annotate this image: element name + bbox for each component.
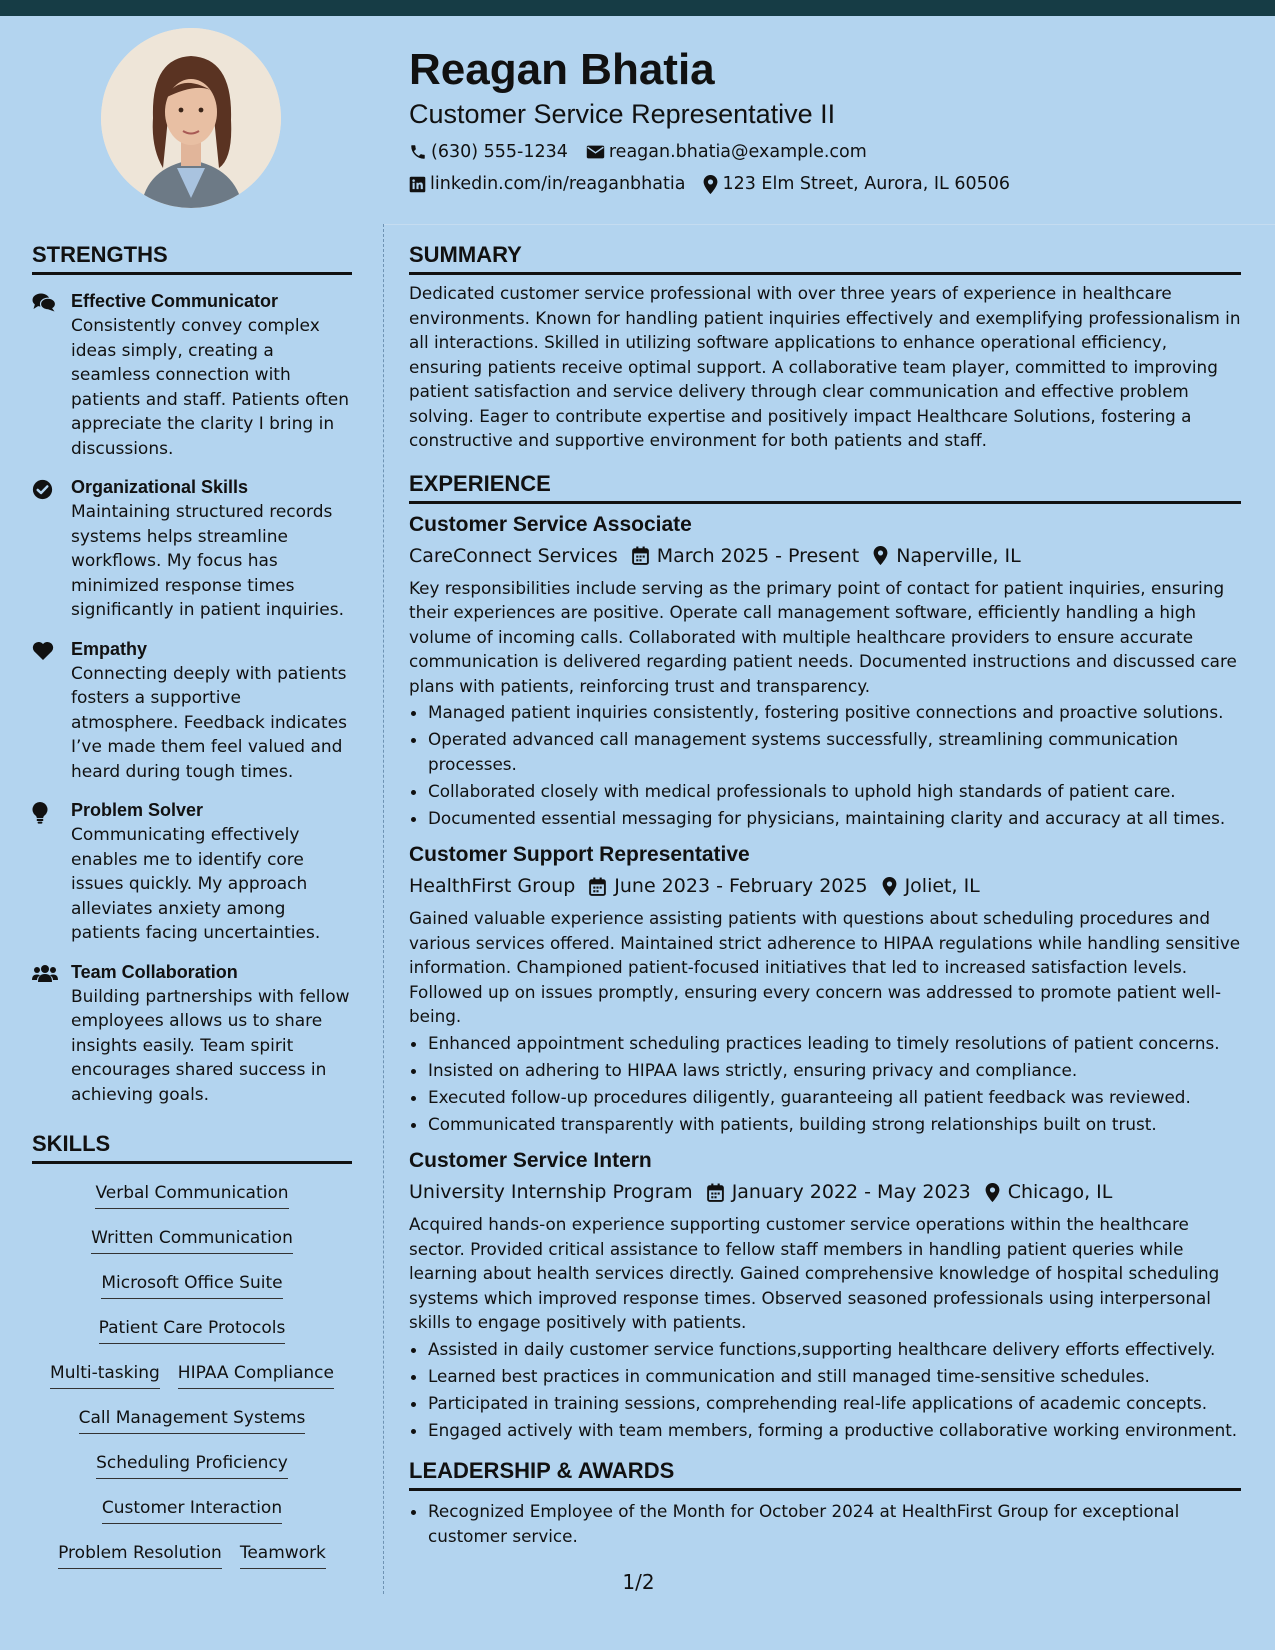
left-column	[32, 240, 352, 1585]
job-entry	[409, 1146, 1241, 1442]
list-item: • Insisted on adhering to HIPAA laws strictly, ensuring privacy and compliance.	[428, 1058, 1241, 1083]
map-pin-icon	[882, 877, 897, 896]
job-description: Acquired hands-on experience supporting customer service operations within the healthcare sector. Provided critical assistance to fellow staff members in handling patient queries while learning about health services directly. Gained comprehensive knowledge of hospital scheduling systems which improved response times. Observed seasoned professionals using interpersonal skills to engage positively with patients.	[409, 1214, 1220, 1332]
resume-header	[409, 42, 1249, 200]
list-item: • Documented essential messaging for physicians, maintaining clarity and accuracy at all times.	[428, 806, 1241, 831]
list-item: • Communicated transparently with patients, building strong relationships built on trust.	[428, 1112, 1241, 1137]
leadership-heading: LEADERSHIP & AWARDS	[409, 1456, 1241, 1491]
company-name: CareConnect Services	[409, 544, 618, 567]
company-name: HealthFirst Group	[409, 875, 576, 897]
company-name: University Internship Program	[409, 1181, 693, 1203]
check-circle-icon	[32, 479, 53, 500]
list-item: • Enhanced appointment scheduling practices leading to timely resolutions of patient concerns.	[428, 1031, 1241, 1056]
skill-tag: Verbal Communication	[95, 1180, 288, 1209]
job-title: Customer Support Representative	[409, 843, 750, 866]
job-entry	[409, 840, 1241, 1136]
strength-item	[32, 475, 352, 623]
strength-title: Empathy	[71, 638, 148, 659]
linkedin-text: linkedin.com/in/reaganbhatia	[430, 174, 686, 194]
strength-title: Problem Solver	[71, 800, 204, 820]
job-meta	[409, 1176, 1241, 1208]
skill-tag: Teamwork	[240, 1540, 326, 1569]
email-item	[586, 136, 867, 168]
calendar-icon	[707, 1183, 724, 1202]
strength-text: Communicating effectively enables me to identify core issues quickly. My approach alleviates anxiety among patients facing uncertainties.	[71, 825, 321, 943]
phone-text: (630) 555-1234	[431, 142, 568, 162]
experience-heading: EXPERIENCE	[409, 469, 1241, 504]
phone-icon	[409, 143, 427, 161]
envelope-icon	[586, 144, 605, 160]
job-meta	[409, 870, 1241, 902]
address-text: 123 Elm Street, Aurora, IL 60506	[722, 174, 1010, 194]
job-bullets	[409, 1337, 1241, 1443]
job-title: Customer Service Associate	[409, 512, 692, 536]
job-location: Chicago, IL	[1007, 1181, 1113, 1203]
skill-tag: Customer Interaction	[102, 1495, 282, 1524]
leadership-bullets	[409, 1499, 1241, 1548]
list-item: • Engaged actively with team members, forming a productive collaborative working environment.	[428, 1418, 1241, 1443]
strength-item	[32, 960, 352, 1108]
contact-row-1	[409, 136, 1249, 168]
header-rule	[384, 224, 1275, 225]
list-item: • Collaborated closely with medical professionals to uphold high standards of patient care.	[428, 779, 1241, 804]
email-text: reagan.bhatia@example.com	[608, 142, 867, 162]
job-entry	[409, 510, 1241, 831]
heart-icon	[32, 641, 54, 660]
strength-title: Effective Communicator	[71, 291, 279, 311]
list-item: • Managed patient inquiries consistently, fostering positive connections and proactive solutions.	[428, 700, 1241, 725]
job-description: Gained valuable experience assisting patients with questions about scheduling procedures and various services offered. Maintained strict adherence to HIPAA regulations while handling sensitive information. Championed patient-focused initiatives that led to increased satisfaction levels. Followed up on issues promptly, ensuring every concern was addressed to promote patient well-being.	[409, 908, 1241, 1026]
column-divider	[383, 224, 384, 1594]
skill-tag: Microsoft Office Suite	[101, 1270, 282, 1299]
map-pin-icon	[985, 1183, 1000, 1202]
candidate-name: Reagan Bhatia	[409, 45, 715, 94]
strength-text: Building partnerships with fellow employees allows us to share insights easily. Team spirit encourages shared success in achieving goals.	[71, 986, 350, 1105]
address-item	[703, 168, 1010, 200]
job-dates: June 2023 - February 2025	[614, 875, 868, 897]
top-bar	[0, 0, 1275, 16]
calendar-icon	[589, 877, 606, 896]
list-item: • Operated advanced call management systems successfully, streamlining communication processes.	[428, 727, 1241, 776]
lightbulb-icon	[32, 802, 48, 824]
candidate-title: Customer Service Representative II	[409, 99, 836, 129]
strength-text: Consistently convey complex ideas simply, creating a seamless connection with patients and staff. Patients often appreciate the clarity I bring in discussions.	[71, 316, 350, 459]
profile-photo	[101, 28, 281, 208]
job-location: Joliet, IL	[904, 875, 980, 897]
strength-text: Connecting deeply with patients fosters a supportive atmosphere. Feedback indicates I’ve made them feel valued and heard during tough times.	[71, 663, 347, 782]
list-item: • Participated in training sessions, comprehending real-life applications of academic concepts.	[428, 1391, 1241, 1416]
phone-item	[409, 136, 568, 168]
job-location: Naperville, IL	[896, 544, 1021, 567]
linkedin-item	[409, 168, 685, 200]
page-number: 1/2	[622, 1570, 655, 1594]
job-bullets	[409, 700, 1241, 830]
list-item: • Executed follow-up procedures diligently, guaranteeing all patient feedback was reviewed.	[428, 1085, 1241, 1110]
strength-item	[32, 798, 352, 946]
map-pin-icon	[873, 546, 888, 565]
skill-tag: Written Communication	[91, 1225, 293, 1254]
skill-tag: Call Management Systems	[79, 1405, 306, 1434]
map-pin-icon	[703, 175, 718, 194]
job-title: Customer Service Intern	[409, 1149, 652, 1172]
list-item: • Recognized Employee of the Month for October 2024 at HealthFirst Group for exceptional customer service.	[428, 1499, 1241, 1548]
skill-tag: Multi-tasking	[50, 1360, 160, 1389]
skills-heading: SKILLS	[32, 1129, 352, 1164]
strength-text: Maintaining structured records systems helps streamline workflows. My focus has minimized response times significantly in patient inquiries.	[71, 502, 344, 620]
job-meta	[409, 540, 1241, 572]
calendar-icon	[632, 546, 649, 565]
strength-item	[32, 637, 352, 785]
list-item: • Learned best practices in communication and still managed time-sensitive schedules.	[428, 1364, 1241, 1389]
skill-tag: HIPAA Compliance	[178, 1360, 334, 1389]
strength-item	[32, 289, 352, 461]
right-column	[409, 240, 1241, 1558]
skill-tag: Scheduling Proficiency	[96, 1450, 288, 1479]
skill-tag: Problem Resolution	[58, 1540, 222, 1569]
list-item: • Assisted in daily customer service functions,supporting healthcare delivery efforts effectively.	[428, 1337, 1241, 1362]
summary-text: Dedicated customer service professional with over three years of experience in healthcare environments. Known for handling patient inquiries effectively and exemplifying professionalism in all interactions. Skilled in utilizing software applications to enhance operational efficiency, ensuring patients receive optimal support. A collaborative team player, committed to improving patient satisfaction and service delivery through clear communication and effective problem solving. Eager to contribute expertise and positively impact Healthcare Solutions, fostering a constructive and supportive environment for both patients and staff.	[409, 283, 1241, 450]
contact-row-2	[409, 168, 1249, 200]
job-bullets	[409, 1031, 1241, 1137]
chat-bubbles-icon	[32, 293, 56, 312]
strength-title: Organizational Skills	[71, 477, 249, 497]
skill-tag: Patient Care Protocols	[99, 1315, 286, 1344]
job-dates: January 2022 - May 2023	[731, 1181, 971, 1203]
job-description: Key responsibilities include serving as the primary point of contact for patient inquiries, ensuring their experiences are positive. Operate call management software, efficiently handling a high volume of incoming calls. Collaborated with multiple healthcare providers to ensure accurate communication is delivered regarding patient needs. Documented instructions and discussed care plans with patients, reinforcing trust and transparency.	[409, 577, 1237, 696]
summary-heading: SUMMARY	[409, 240, 1241, 275]
users-icon	[32, 964, 58, 982]
strengths-heading: STRENGTHS	[32, 240, 352, 275]
linkedin-icon	[409, 176, 426, 193]
job-dates: March 2025 - Present	[656, 544, 860, 567]
strength-title: Team Collaboration	[71, 961, 238, 982]
skills-list	[32, 1180, 352, 1585]
